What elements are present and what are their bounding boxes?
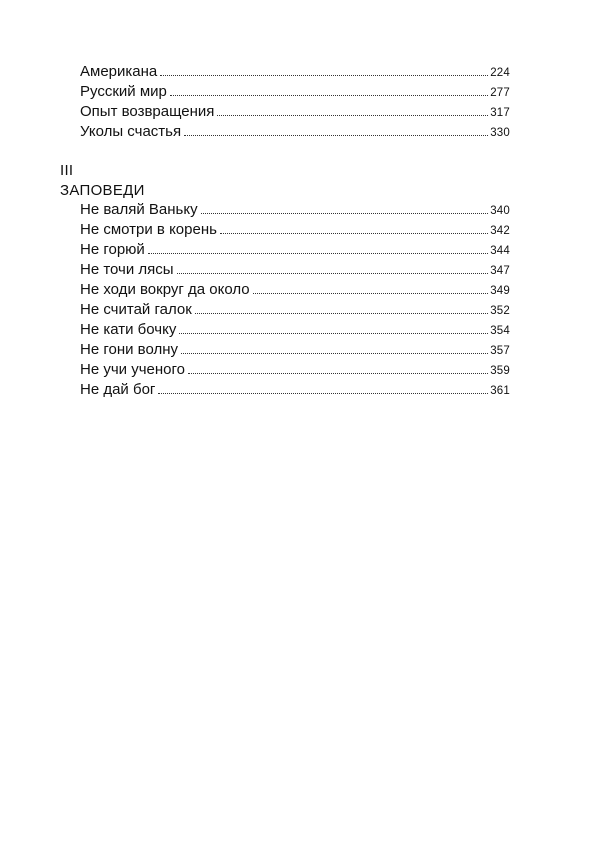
toc-entry (80, 220, 510, 240)
toc-entry-page: 224 (490, 67, 510, 79)
dot-leader (177, 273, 489, 274)
toc-entry-page: 361 (490, 385, 510, 397)
toc-entry-title: Не горюй (80, 241, 145, 258)
toc-entry (80, 62, 510, 82)
toc-entry-page: 317 (490, 107, 510, 119)
section-number: III (60, 162, 74, 179)
dot-leader (158, 393, 488, 394)
dot-leader (148, 253, 488, 254)
dot-leader (201, 213, 489, 214)
toc-entry (80, 200, 510, 220)
toc-entry (80, 240, 510, 260)
toc-entry-page: 347 (490, 265, 510, 277)
toc-entry-page: 354 (490, 325, 510, 337)
toc-entry-page: 352 (490, 305, 510, 317)
toc-entry-title: Не точи лясы (80, 261, 174, 278)
dot-leader (179, 333, 488, 334)
toc-entry-title: Уколы счастья (80, 123, 182, 140)
toc-entry (80, 260, 510, 280)
dot-leader (170, 95, 488, 96)
toc-entry (80, 82, 510, 102)
toc-entry (80, 340, 510, 360)
toc-entry-page: 277 (490, 87, 510, 99)
toc-entry (80, 122, 510, 142)
dot-leader (195, 313, 488, 314)
toc-entry-title: Не кати бочку (80, 321, 177, 338)
toc-entry-title: Не ходи вокруг да около (80, 281, 250, 298)
toc-entry-page: 349 (490, 285, 510, 297)
toc-entry-title: Не учи ученого (80, 361, 185, 378)
dot-leader (188, 373, 488, 374)
toc-entry-page: 340 (490, 205, 510, 217)
toc-entry-title: Русский мир (80, 83, 167, 100)
toc-entry-page: 330 (490, 127, 510, 139)
toc-entry (80, 360, 510, 380)
toc-list-section3 (80, 200, 510, 400)
toc-entry-page: 359 (490, 365, 510, 377)
toc-entry-page: 342 (490, 225, 510, 237)
toc-list-part2 (80, 62, 510, 142)
toc-entry-title: Не считай галок (80, 301, 192, 318)
toc-entry (80, 280, 510, 300)
dot-leader (184, 135, 488, 136)
toc-entry (80, 320, 510, 340)
toc-entry-title: Не гони волну (80, 341, 179, 358)
section-title: ЗАПОВЕДИ (60, 182, 145, 199)
toc-entry-page: 344 (490, 245, 510, 257)
toc-entry-title: Не дай бог (80, 381, 156, 398)
toc-entry (80, 300, 510, 320)
toc-entry-title: Не валяй Ваньку (80, 201, 198, 218)
dot-leader (253, 293, 489, 294)
dot-leader (217, 115, 488, 116)
toc-entry (80, 380, 510, 400)
toc-entry-title: Американа (80, 63, 158, 80)
toc-entry-page: 357 (490, 345, 510, 357)
toc-entry-title: Опыт возвращения (80, 103, 215, 120)
dot-leader (160, 75, 488, 76)
toc-entry (80, 102, 510, 122)
dot-leader (181, 353, 488, 354)
dot-leader (220, 233, 488, 234)
toc-entry-title: Не смотри в корень (80, 221, 217, 238)
